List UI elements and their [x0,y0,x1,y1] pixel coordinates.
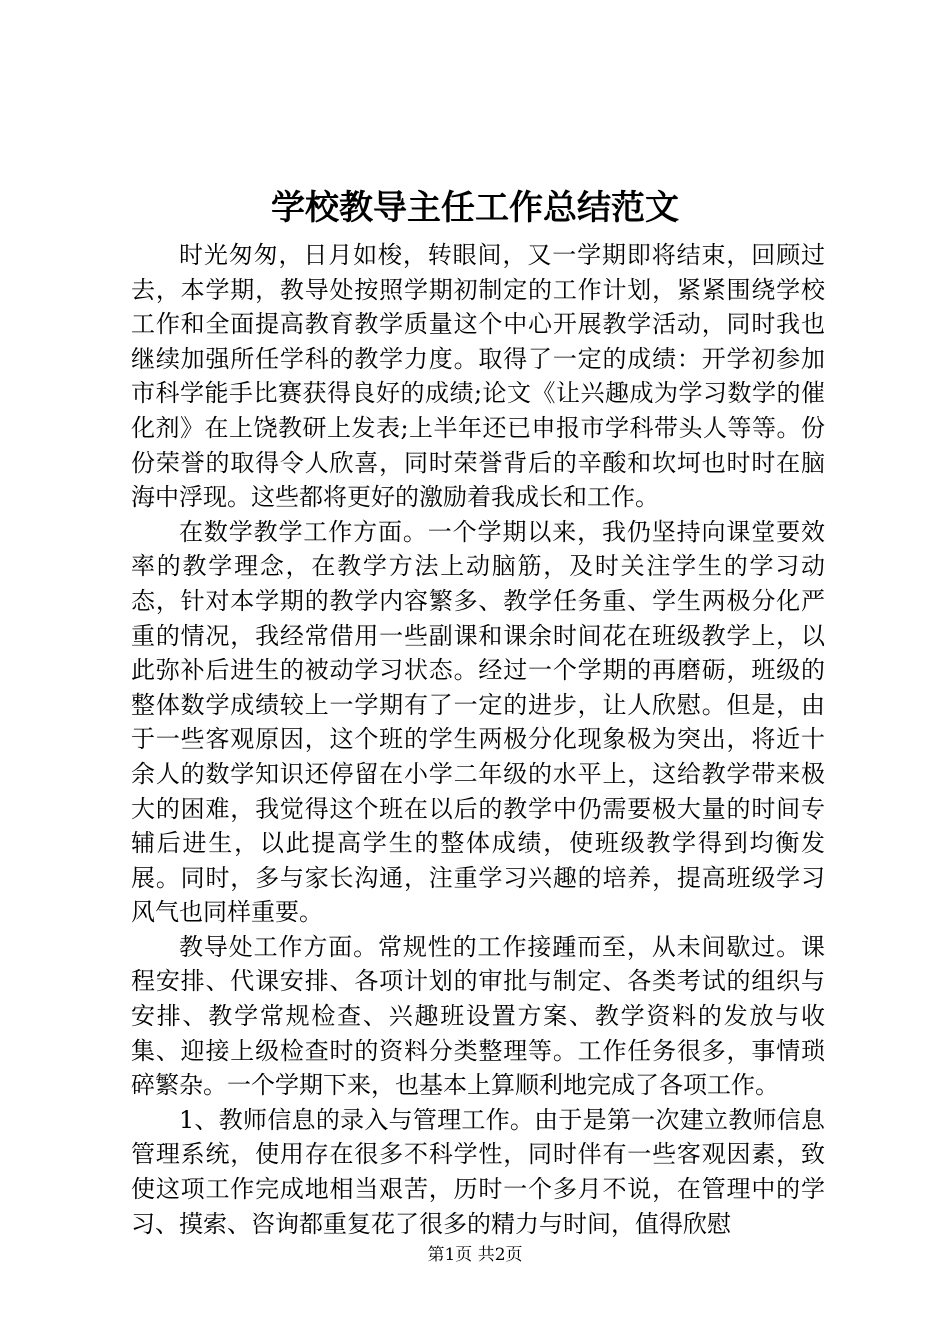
document-body [131,238,825,1241]
paragraph: 在数学教学工作方面。一个学期以来，我仍坚持向课堂要效率的教学理念，在教学方法上动脑筋，及时关注学生的学习动态，针对本学期的教学内容繁多、教学任务重、学生两极分化严重的情况，我经常借用一些副课和课余时间花在班级教学上，以此弥补后进生的被动学习状态。经过一个学期的再磨砺，班级的整体数学成绩较上一学期有了一定的进步，让人欣慰。但是，由于一些客观原因，这个班的学生两极分化现象极为突出，将近十余人的数学知识还停留在小学二年级的水平上，这给教学带来极大的困难，我觉得这个班在以后的教学中仍需要极大量的时间专辅后进生，以此提高学生的整体成绩，使班级教学得到均衡发展。同时，多与家长沟通，注重学习兴趣的培养，提高班级学习风气也同样重要。 [131,517,825,927]
paragraph: 时光匆匆，日月如梭，转眼间，又一学期即将结束，回顾过去，本学期，教导处按照学期初制定的工作计划，紧紧围绕学校工作和全面提高教育教学质量这个中心开展教学活动，同时我也继续加强所任学科的教学力度。取得了一定的成绩：开学初参加市科学能手比赛获得良好的成绩;论文《让兴趣成为学习数学的催化剂》在上饶教研上发表;上半年还已申报市学科带头人等等。份份荣誉的取得令人欣喜，同时荣誉背后的辛酸和坎坷也时时在脑海中浮现。这些都将更好的激励着我成长和工作。 [131,241,825,512]
paragraph: 1、教师信息的录入与管理工作。由于是第一次建立教师信息管理系统，使用存在很多不科学性，同时伴有一些客观因素，致使这项工作完成地相当艰苦，历时一个多月不说，在管理中的学习、摸索、咨询都重复花了很多的精力与时间，值得欣慰 [131,1105,825,1238]
page-footer: 第1页 共2页 [427,1245,523,1265]
paragraph: 教导处工作方面。常规性的工作接踵而至，从未间歇过。课程安排、代课安排、各项计划的审批与制定、各类考试的组织与安排、教学常规检查、兴趣班设置方案、教学资料的发放与收集、迎接上级检查时的资料分类整理等。工作任务很多，事情琐碎繁杂。一个学期下来，也基本上算顺利地完成了各项工作。 [131,932,825,1100]
document-title: 学校教导主任工作总结范文 [271,188,679,228]
